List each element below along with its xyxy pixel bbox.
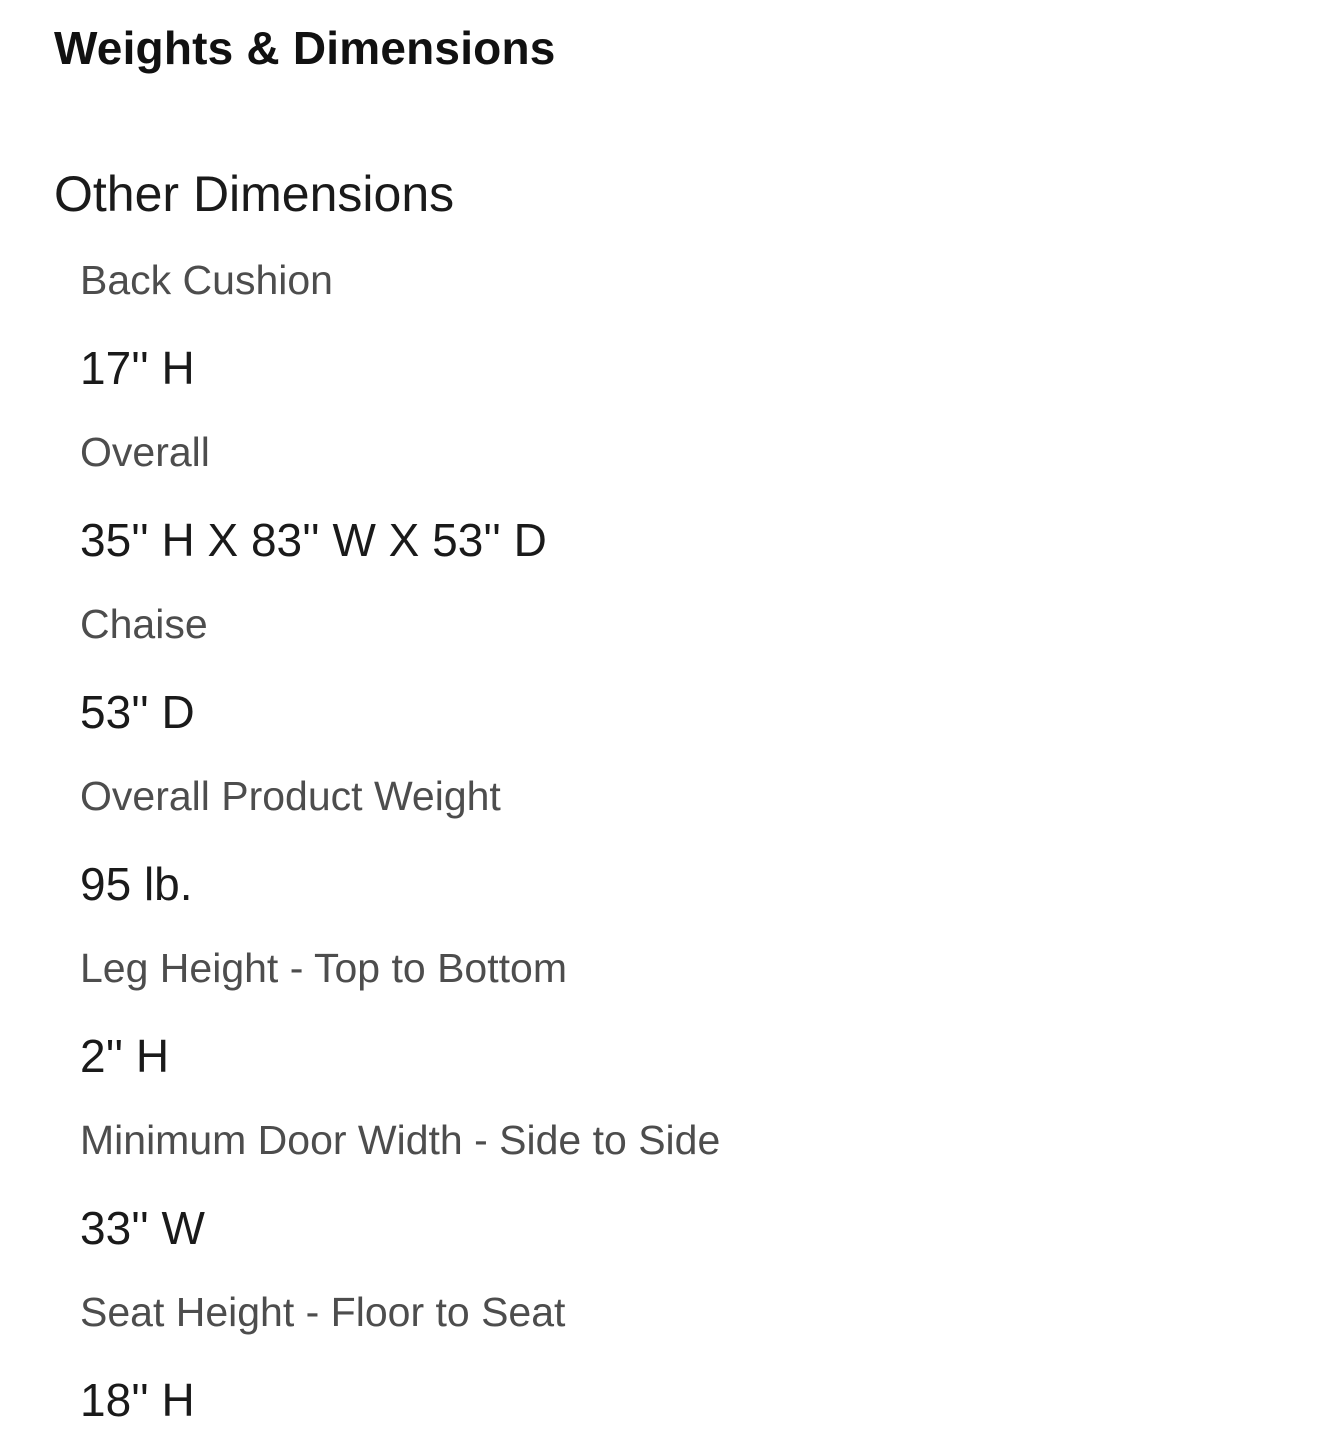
spec-value: 2'' H bbox=[80, 1030, 170, 1082]
spec-label: Overall bbox=[80, 429, 210, 475]
subsection-title: Other Dimensions bbox=[54, 166, 455, 222]
spec-label: Back Cushion bbox=[80, 257, 333, 303]
spec-value: 95 lb. bbox=[80, 858, 193, 910]
spec-value: 18'' H bbox=[80, 1374, 195, 1426]
dimension-spec-list bbox=[80, 250, 720, 1454]
spec-label: Chaise bbox=[80, 601, 208, 647]
spec-item-seat-height bbox=[80, 1282, 720, 1430]
spec-value: 53'' D bbox=[80, 686, 195, 738]
spec-item-overall-product-weight bbox=[80, 766, 720, 914]
spec-value: 33'' W bbox=[80, 1202, 205, 1254]
spec-label: Overall Product Weight bbox=[80, 773, 501, 819]
spec-item-minimum-door-width bbox=[80, 1110, 720, 1258]
spec-value: 17'' H bbox=[80, 342, 195, 394]
section-title: Weights & Dimensions bbox=[54, 22, 556, 74]
spec-item-back-cushion bbox=[80, 250, 720, 398]
spec-item-overall bbox=[80, 422, 720, 570]
spec-label: Seat Height - Floor to Seat bbox=[80, 1289, 566, 1335]
spec-item-chaise bbox=[80, 594, 720, 742]
spec-value: 35'' H X 83'' W X 53'' D bbox=[80, 514, 547, 566]
spec-label: Minimum Door Width - Side to Side bbox=[80, 1117, 721, 1163]
spec-label: Leg Height - Top to Bottom bbox=[80, 945, 567, 991]
spec-item-leg-height bbox=[80, 938, 720, 1086]
